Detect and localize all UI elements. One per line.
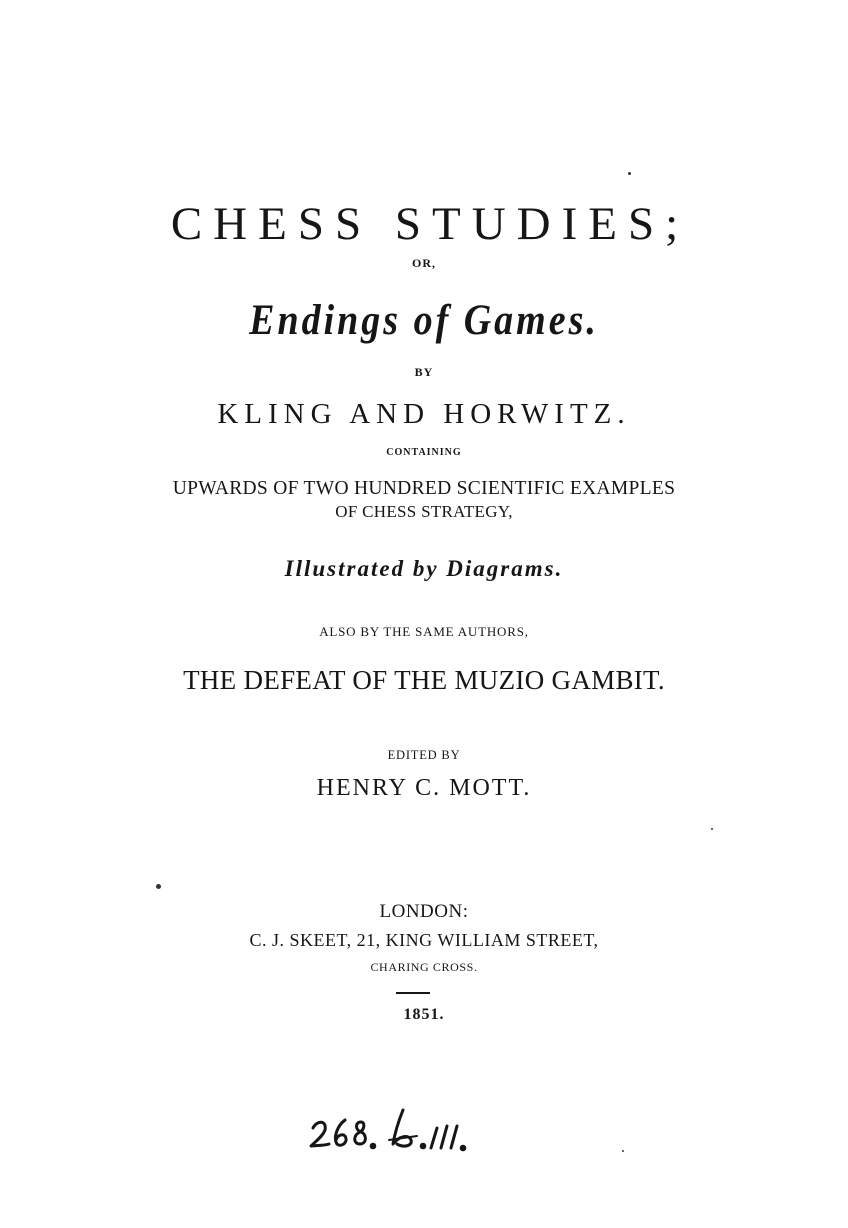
handwritten-shelfmark: [305, 1106, 825, 1156]
shelfmark-handwriting-icon: [305, 1106, 535, 1156]
paper-speck: [156, 884, 161, 889]
paper-speck: [628, 172, 631, 175]
book-title: CHESS STUDIES;: [170, 198, 690, 250]
other-work-title: THE DEFEAT OF THE MUZIO GAMBIT.: [183, 665, 665, 695]
illustrated-blackletter: Illustrated by Diagrams.: [284, 556, 564, 581]
byline-by: BY: [414, 365, 434, 379]
imprint-locale: CHARING CROSS.: [370, 960, 478, 974]
containing-label: CONTAINING: [386, 447, 462, 458]
editor-name: HENRY C. MOTT.: [316, 775, 532, 801]
description-line-2: OF CHESS STRATEGY,: [335, 502, 513, 521]
also-by-label: ALSO BY THE SAME AUTHORS,: [319, 624, 529, 639]
imprint-publisher: C. J. SKEET, 21, KING WILLIAM STREET,: [249, 930, 599, 950]
subtitle-blackletter: Endings of Games.: [249, 295, 599, 345]
authors: KLING AND HORWITZ.: [217, 398, 631, 430]
paper-speck: [711, 828, 713, 830]
edited-by-label: EDITED BY: [387, 748, 461, 762]
imprint-year: 1851.: [403, 1006, 445, 1023]
imprint-divider: [396, 992, 430, 994]
description-line-1: UPWARDS OF TWO HUNDRED SCIENTIFIC EXAMPLES: [172, 478, 676, 499]
imprint-city: LONDON:: [379, 901, 469, 922]
title-connector-or: OR,: [412, 256, 436, 270]
paper-speck: [622, 1150, 624, 1152]
